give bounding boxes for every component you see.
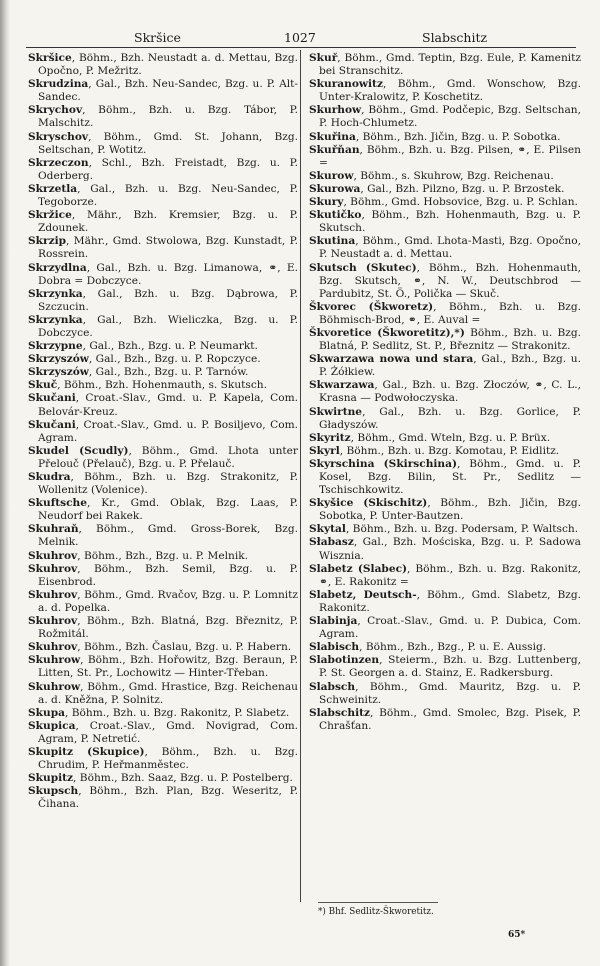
gazetteer-entry xyxy=(309,170,581,183)
entry-headword: Skrzynka xyxy=(28,313,83,326)
gazetteer-entry xyxy=(309,379,581,405)
entry-headword: Škvoretice (Škworetitz),*) xyxy=(309,326,465,339)
entry-text: , Gal., Bzh. u. Bzg. Gorlice, P. Gładyszów. xyxy=(319,405,581,431)
entry-text: , Kr., Gmd. Oblak, Bzg. Laas, P. Neudorf bei Rakek. xyxy=(38,497,298,523)
entry-text: , Böhm., Gmd. Lhota-Masti, Bzg. Opočno, P. Neustadt a. d. Mettau. xyxy=(319,235,581,261)
entry-text: , Böhm., Bzh. Semil, Bzg. u. P. Eisenbrod. xyxy=(38,562,298,588)
entry-text: , Gal., Bzh. Neu-Sandec, Bzg. u. P. Alt-Sandec. xyxy=(38,78,298,104)
gazetteer-entry xyxy=(309,432,581,445)
entry-headword: Skurhow xyxy=(309,104,362,117)
right-column xyxy=(309,52,581,733)
entry-headword: Skyritz xyxy=(309,431,351,444)
entry-text: , Böhm., Bzh. Saaz, Bzg. u. P. Postelberg. xyxy=(73,772,293,785)
page-header xyxy=(26,30,576,46)
signature-mark: 65* xyxy=(508,930,526,940)
entry-text: , Gal., Bzh., Bzg. u. P. Tarnów. xyxy=(88,366,249,379)
entry-headword: Skwarzawa nowa und stara xyxy=(309,353,474,366)
gazetteer-entry xyxy=(309,536,581,562)
entry-text: , Böhm., Bzh. u. Bzg. Chrudim, P. Heřmanměstec. xyxy=(38,745,298,772)
entry-text: , Croat.-Slav., Gmd. Novigrad, Com. Agram, P. Netretić. xyxy=(38,719,298,745)
entry-text: , Böhm., Gmd. Teptin, Bzg. Eule, P. Kamenitz bei Stranschitz. xyxy=(319,52,581,78)
entry-text: , Böhm., Gmd. Hobsovice, Bzg. u. P. Schlan. xyxy=(343,196,578,209)
gazetteer-entry xyxy=(309,327,581,353)
entry-text: , Böhm., Gmd. Lhota unter Přelouč (Přelauč), Bzg. u. P. Přelauč. xyxy=(38,444,298,470)
entry-text: , Gal., Bzh. u. Bzg. Neu-Sandec, P. Tegoborze. xyxy=(38,182,298,209)
entry-headword: Skrychov xyxy=(28,104,83,117)
gazetteer-entry xyxy=(309,641,581,654)
gazetteer-entry xyxy=(309,183,581,196)
entry-text: , Böhm., Bzh. Jičin, Bzg. Sobotka, P. Unter-Bautzen. xyxy=(319,497,581,523)
entry-text: , Böhm., Bzh. Plan, Bzg. Weseritz, P. Čihana. xyxy=(38,785,298,811)
entry-headword: Slabetz, Deutsch- xyxy=(309,588,417,601)
entry-text: , Croat.-Slav., Gmd. u. P. Kapela, Com. Belovár-Kreuz. xyxy=(38,392,298,418)
entry-text: , Böhm., Bzh. Hohenmauth, s. Skutsch. xyxy=(57,379,267,392)
entry-headword: Skutičko xyxy=(309,209,362,222)
gazetteer-entry xyxy=(309,209,581,235)
entry-text: , Croat.-Slav., Gmd. u. P. Dubica, Com. Agram. xyxy=(319,615,581,641)
column-divider xyxy=(300,50,301,902)
gazetteer-entry xyxy=(28,589,298,615)
gazetteer-entry xyxy=(28,353,298,366)
gazetteer-entry xyxy=(309,589,581,615)
gazetteer-entry xyxy=(28,340,298,353)
entry-text: , Böhm., Gmd. Wonschow, Bzg. Unter-Kralowitz, P. Koschetitz. xyxy=(319,78,581,104)
entry-headword: Skrzypne xyxy=(28,340,83,353)
entry-text: , Böhm., Bzh. u. Bzg. Tábor, P. Malschitz. xyxy=(38,104,298,130)
entry-headword: Skupa xyxy=(28,706,65,719)
gazetteer-entry xyxy=(28,720,298,746)
entry-text: , Böhm., Bzh. u. Bzg. Podersam, P. Waltsch. xyxy=(345,523,579,536)
entry-headword: Skrzydlna xyxy=(28,261,87,274)
entry-text: , Böhm., Bzh. u. Bzg. Komotau, P. Eidlitz. xyxy=(339,444,560,457)
gazetteer-entry xyxy=(309,445,581,458)
gazetteer-entry xyxy=(28,314,298,340)
gazetteer-entry xyxy=(28,550,298,563)
entry-headword: Skupitz xyxy=(28,772,74,785)
entry-headword: Skuhrov xyxy=(28,549,78,562)
gazetteer-entry xyxy=(309,681,581,707)
entry-text: , Böhm., Bzh. u. Bzg. Pilsen, ⚭, E. Pilsen = xyxy=(319,143,581,169)
entry-headword: Skuhrov xyxy=(28,615,78,628)
entry-headword: Skudel (Scudly) xyxy=(28,444,129,457)
entry-text: , Gal., Bzh. Wieliczka, Bzg. u. P. Dobczyce. xyxy=(38,313,298,339)
gazetteer-entry xyxy=(28,445,298,471)
gazetteer-entry xyxy=(309,196,581,209)
entry-headword: Skrudzina xyxy=(28,78,89,91)
entry-text: , Böhm., Gmd. u. P. Kosel, Bzg. Bilin, St. Pr., Sedlitz — Tschischkowitz. xyxy=(319,457,581,497)
entry-headword: Skuhrow xyxy=(28,680,81,693)
entry-headword: Skury xyxy=(309,196,344,209)
entry-headword: Škvorec (Škworetz) xyxy=(309,300,434,313)
entry-headword: Skupitz (Skupice) xyxy=(28,745,145,758)
entry-text: , Böhm., Bzh., Bzg., P. u. E. Aussig. xyxy=(359,641,547,654)
entry-headword: Skyrl xyxy=(309,444,340,457)
entry-text: Böhm., Bzh. u. Bzg. Blatná, P. Sedlitz, St. P., Březnitz — Strakonitz. xyxy=(319,326,582,353)
gazetteer-entry xyxy=(309,235,581,261)
entry-headword: Skršice xyxy=(28,52,72,64)
entry-headword: Skuhrov xyxy=(28,588,78,601)
entry-headword: Skyšice (Skischitz) xyxy=(309,497,428,510)
entry-text: , Böhm., Bzh. Blatná, Bzg. Březnitz, P. Rožmitál. xyxy=(38,615,298,641)
gazetteer-entry xyxy=(28,392,298,418)
entry-headword: Skwirtne xyxy=(309,405,363,418)
gazetteer-entry xyxy=(28,131,298,157)
footnote: *) Bhf. Sedlitz-Škworetitz. xyxy=(318,907,434,917)
entry-text: , Böhm., Gmd. Wteln, Bzg. u. P. Brüx. xyxy=(350,431,551,444)
gazetteer-entry xyxy=(28,654,298,680)
entry-headword: Skyrschina (Skirschina) xyxy=(309,457,457,470)
entry-headword: Skuhrow xyxy=(28,654,81,667)
gazetteer-entry xyxy=(309,523,581,536)
book-spine-shadow xyxy=(0,0,10,966)
entry-text: , Böhm., Gmd. Gross-Borek, Bzg. Melnik. xyxy=(38,523,298,549)
entry-headword: Slabotinzen xyxy=(309,654,380,667)
entry-text: , Böhm., Bzh. u. Bzg. Strakonitz, P. Wollenitz (Volenice). xyxy=(38,471,298,497)
entry-headword: Skupica xyxy=(28,719,76,732)
gazetteer-entry xyxy=(28,772,298,785)
entry-text: , Böhm., Gmd. Hrastice, Bzg. Reichenau a. d. Kněžna, P. Solnitz. xyxy=(38,680,298,706)
entry-text: , Böhm., Gmd. Slabetz, Bzg. Rakonitz. xyxy=(319,588,581,614)
entry-text: , Böhm., Bzh. Hořowitz, Bzg. Beraun, P. Litten, St. Pr., Lochowitz — Hinter-Třeban. xyxy=(38,654,298,680)
entry-text: , Böhm., s. Skuhrow, Bzg. Reichenau. xyxy=(353,169,554,182)
gazetteer-entry xyxy=(28,366,298,379)
page-number: 1027 xyxy=(284,30,316,45)
entry-headword: Skrzyszów xyxy=(28,366,89,379)
gazetteer-entry xyxy=(28,288,298,314)
entry-headword: Skudra xyxy=(28,471,71,483)
entry-headword: Skuř xyxy=(309,52,338,64)
entry-headword: Skuftsche xyxy=(28,497,88,510)
entry-headword: Skuhrov xyxy=(28,641,78,654)
entry-headword: Skryschov xyxy=(28,130,89,143)
entry-headword: Skuřňan xyxy=(309,143,360,156)
entry-text: , Böhm., Bzh. Jičin, Bzg. u. P. Sobotka. xyxy=(355,130,561,143)
entry-headword: Slabsch xyxy=(309,680,356,693)
entry-text: , Böhm., Bzh. u. Bzg. Böhmisch-Brod, ⚭, E. Auval = xyxy=(319,300,581,326)
entry-text: , Böhm., Gmd. Podčepic, Bzg. Seltschan, P. Hoch-Chlumetz. xyxy=(319,104,581,130)
gazetteer-entry xyxy=(28,419,298,445)
entry-text: , Böhm., Bzh. Hohenmauth, Bzg. Skutsch, ⚭, N. W., Deutschbrod — Pardubitz, St. Ö., Polička — Skuč. xyxy=(319,261,581,300)
gazetteer-entry xyxy=(309,353,581,379)
gazetteer-entry xyxy=(28,785,298,811)
entry-text: , Böhm., Bzh. u. Bzg. Rakonitz, ⚭, E. Rakonitz = xyxy=(319,562,581,588)
gazetteer-entry xyxy=(28,235,298,261)
entry-headword: Skrzynka xyxy=(28,287,83,300)
entry-headword: Skurow xyxy=(309,169,354,182)
entry-headword: Skučani xyxy=(28,392,76,405)
gazetteer-entry xyxy=(28,157,298,183)
gazetteer-entry xyxy=(28,615,298,641)
entry-headword: Slabetz (Slabec) xyxy=(309,562,408,575)
gazetteer-entry xyxy=(309,262,581,301)
gazetteer-entry xyxy=(28,78,298,104)
entry-text: , Gal., Bzh. u. Bzg. Złoczów, ⚭, C. L., Krasna — Podwołoczyska. xyxy=(319,379,581,405)
entry-headword: Słabasz xyxy=(309,536,354,549)
entry-text: , Böhm., Gmd. Rvačov, Bzg. u. P. Lomnitz a. d. Popelka. xyxy=(38,588,298,614)
entry-text: , Böhm., Bzh. Neustadt a. d. Mettau, Bzg. Opočno, P. Mežritz. xyxy=(38,52,298,78)
entry-headword: Skrzyszów xyxy=(28,353,89,366)
header-right-guideword: Slabschitz xyxy=(422,30,488,45)
entry-headword: Skrzetla xyxy=(28,182,78,195)
gazetteer-entry xyxy=(28,746,298,772)
gazetteer-entry xyxy=(309,497,581,523)
gazetteer-entry xyxy=(309,654,581,680)
gazetteer-entry xyxy=(28,563,298,589)
left-column xyxy=(28,52,298,811)
gazetteer-entry xyxy=(309,707,581,733)
entry-headword: Skržice xyxy=(28,209,72,222)
header-rule xyxy=(26,47,576,48)
gazetteer-entry xyxy=(309,301,581,327)
entry-headword: Skwarzawa xyxy=(309,379,375,392)
entry-text: , Mähr., Bzh. Kremsier, Bzg. u. P. Zdounek. xyxy=(38,209,298,235)
entry-text: , Gal., Bzh. u. Bzg. Dąbrowa, P. Szczucin. xyxy=(38,287,298,313)
entry-headword: Slabinja xyxy=(309,615,358,628)
entry-text: , Gal., Bzh., Bzg. u. P. Żółkiew. xyxy=(319,353,581,379)
gazetteer-entry xyxy=(309,144,581,170)
header-left-guideword: Skršice xyxy=(134,30,181,45)
entry-headword: Slabisch xyxy=(309,641,360,654)
entry-text: , Gal., Bzh., Bzg. u. P. Neumarkt. xyxy=(82,340,258,353)
entry-headword: Skytal xyxy=(309,523,346,536)
entry-headword: Slabschitz xyxy=(309,706,370,719)
gazetteer-entry xyxy=(28,641,298,654)
entry-headword: Skuranowitz xyxy=(309,78,383,91)
entry-headword: Skuřina xyxy=(309,130,356,143)
entry-headword: Skuč xyxy=(28,379,58,392)
gazetteer-entry xyxy=(28,707,298,720)
gazetteer-entry xyxy=(28,183,298,209)
entry-text: , Böhm., Gmd. Mauritz, Bzg. u. P. Schweinitz. xyxy=(319,680,581,706)
entry-text: , Steierm., Bzh. u. Bzg. Luttenberg, P. St. Georgen a. d. Stainz, E. Radkersburg. xyxy=(319,654,581,680)
entry-text: , Mähr., Gmd. Stwolowa, Bzg. Kunstadt, P. Rossrein. xyxy=(38,235,298,261)
entry-headword: Skučani xyxy=(28,418,76,431)
entry-text: , Gal., Bzh. u. Bzg. Limanowa, ⚭, E. Dobra = Dobczyce. xyxy=(38,261,298,287)
entry-text: , Böhm., Bzh. Hohenmauth, Bzg. u. P. Skutsch. xyxy=(319,209,581,235)
entry-text: , Gal., Bzh., Bzg. u. P. Ropczyce. xyxy=(88,353,261,366)
gazetteer-entry xyxy=(28,379,298,392)
entry-text: , Böhm., Bzh. u. Bzg. Rakonitz, P. Slabetz. xyxy=(64,706,290,719)
gazetteer-entry xyxy=(309,78,581,104)
gazetteer-entry xyxy=(28,681,298,707)
entry-headword: Skuhraň xyxy=(28,523,79,536)
gazetteer-entry xyxy=(309,52,581,78)
gazetteer-entry xyxy=(309,615,581,641)
gazetteer-entry xyxy=(28,104,298,130)
gazetteer-entry xyxy=(28,497,298,523)
entry-headword: Skutsch (Skutec) xyxy=(309,261,417,274)
entry-text: , Böhm., Bzh. Časlau, Bzg. u. P. Habern. xyxy=(77,641,292,654)
gazetteer-entry xyxy=(28,52,298,78)
footnote-rule xyxy=(318,902,438,903)
entry-text: , Böhm., Bzh., Bzg. u. P. Melnik. xyxy=(77,549,249,562)
entry-text: , Schl., Bzh. Freistadt, Bzg. u. P. Oderberg. xyxy=(38,156,298,182)
gazetteer-entry xyxy=(309,458,581,497)
entry-headword: Skrzeczon xyxy=(28,156,89,169)
gazetteer-entry xyxy=(309,406,581,432)
entry-headword: Skutina xyxy=(309,235,356,248)
entry-headword: Skrzip xyxy=(28,235,67,248)
entry-headword: Skuhrov xyxy=(28,562,78,575)
gazetteer-entry xyxy=(28,209,298,235)
entry-text: , Gal., Bzh. Mościska, Bzg. u. P. Sadowa Wisznia. xyxy=(319,536,581,562)
gazetteer-entry xyxy=(28,471,298,497)
entry-text: , Croat.-Slav., Gmd. u. P. Bosiljevo, Com. Agram. xyxy=(38,418,298,444)
entry-text: , Gal., Bzh. Pilzno, Bzg. u. P. Brzostek. xyxy=(360,182,565,195)
entry-headword: Skupsch xyxy=(28,785,79,798)
gazetteer-entry xyxy=(28,523,298,549)
gazetteer-entry xyxy=(309,563,581,589)
gazetteer-entry xyxy=(309,104,581,130)
gazetteer-entry xyxy=(28,262,298,288)
entry-text: , Böhm., Gmd. Smolec, Bzg. Pisek, P. Chrašťan. xyxy=(319,706,581,732)
gazetteer-entry xyxy=(309,131,581,144)
entry-headword: Skurowa xyxy=(309,182,361,195)
entry-text: , Böhm., Gmd. St. Johann, Bzg. Seltschan, P. Wotitz. xyxy=(38,130,298,156)
